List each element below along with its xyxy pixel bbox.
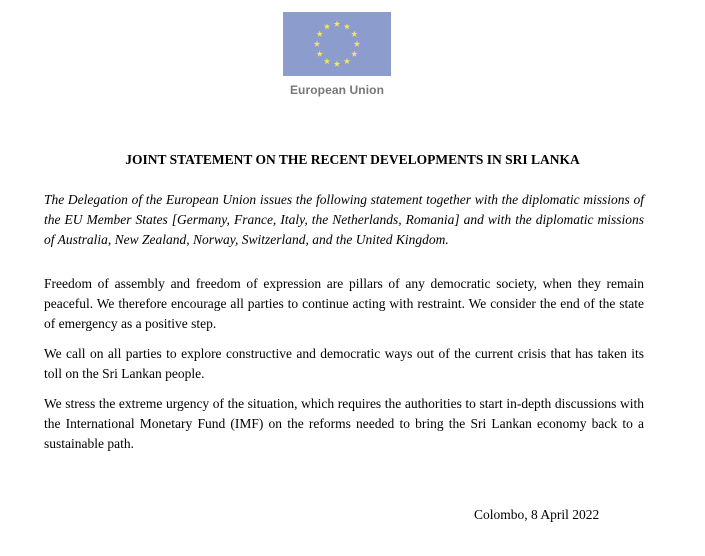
intro-paragraph: The Delegation of the European Union issues the following statement together with the diplomatic missions of the EU Member States [Germany, France, Italy, the Netherlands, Romania] and with the diplomatic missions of Australia, New Zealand, Norway, Switzerland, and the United Kingdom. <box>44 192 644 247</box>
logo-caption: European Union <box>289 83 385 97</box>
eu-flag-icon <box>283 12 391 76</box>
eu-logo <box>282 12 392 97</box>
statement-body <box>44 190 644 454</box>
body-paragraph-1: Freedom of assembly and freedom of expression are pillars of any democratic society, when they remain peaceful. We therefore encourage all parties to continue acting with restraint. We consider the end of the state of emergency as a positive step. <box>44 276 644 331</box>
body-paragraph-3: We stress the extreme urgency of the situation, which requires the authorities to start in-depth discussions with the International Monetary Fund (IMF) on the reforms needed to bring the Sri Lankan economy back to a sustainable path. <box>44 396 644 451</box>
body-paragraph-2: We call on all parties to explore constructive and democratic ways out of the current crisis that has taken its toll on the Sri Lankan people. <box>44 346 644 381</box>
statement-title: JOINT STATEMENT ON THE RECENT DEVELOPMENTS IN SRI LANKA <box>125 152 580 167</box>
dateline: Colombo, 8 April 2022 <box>474 507 600 522</box>
